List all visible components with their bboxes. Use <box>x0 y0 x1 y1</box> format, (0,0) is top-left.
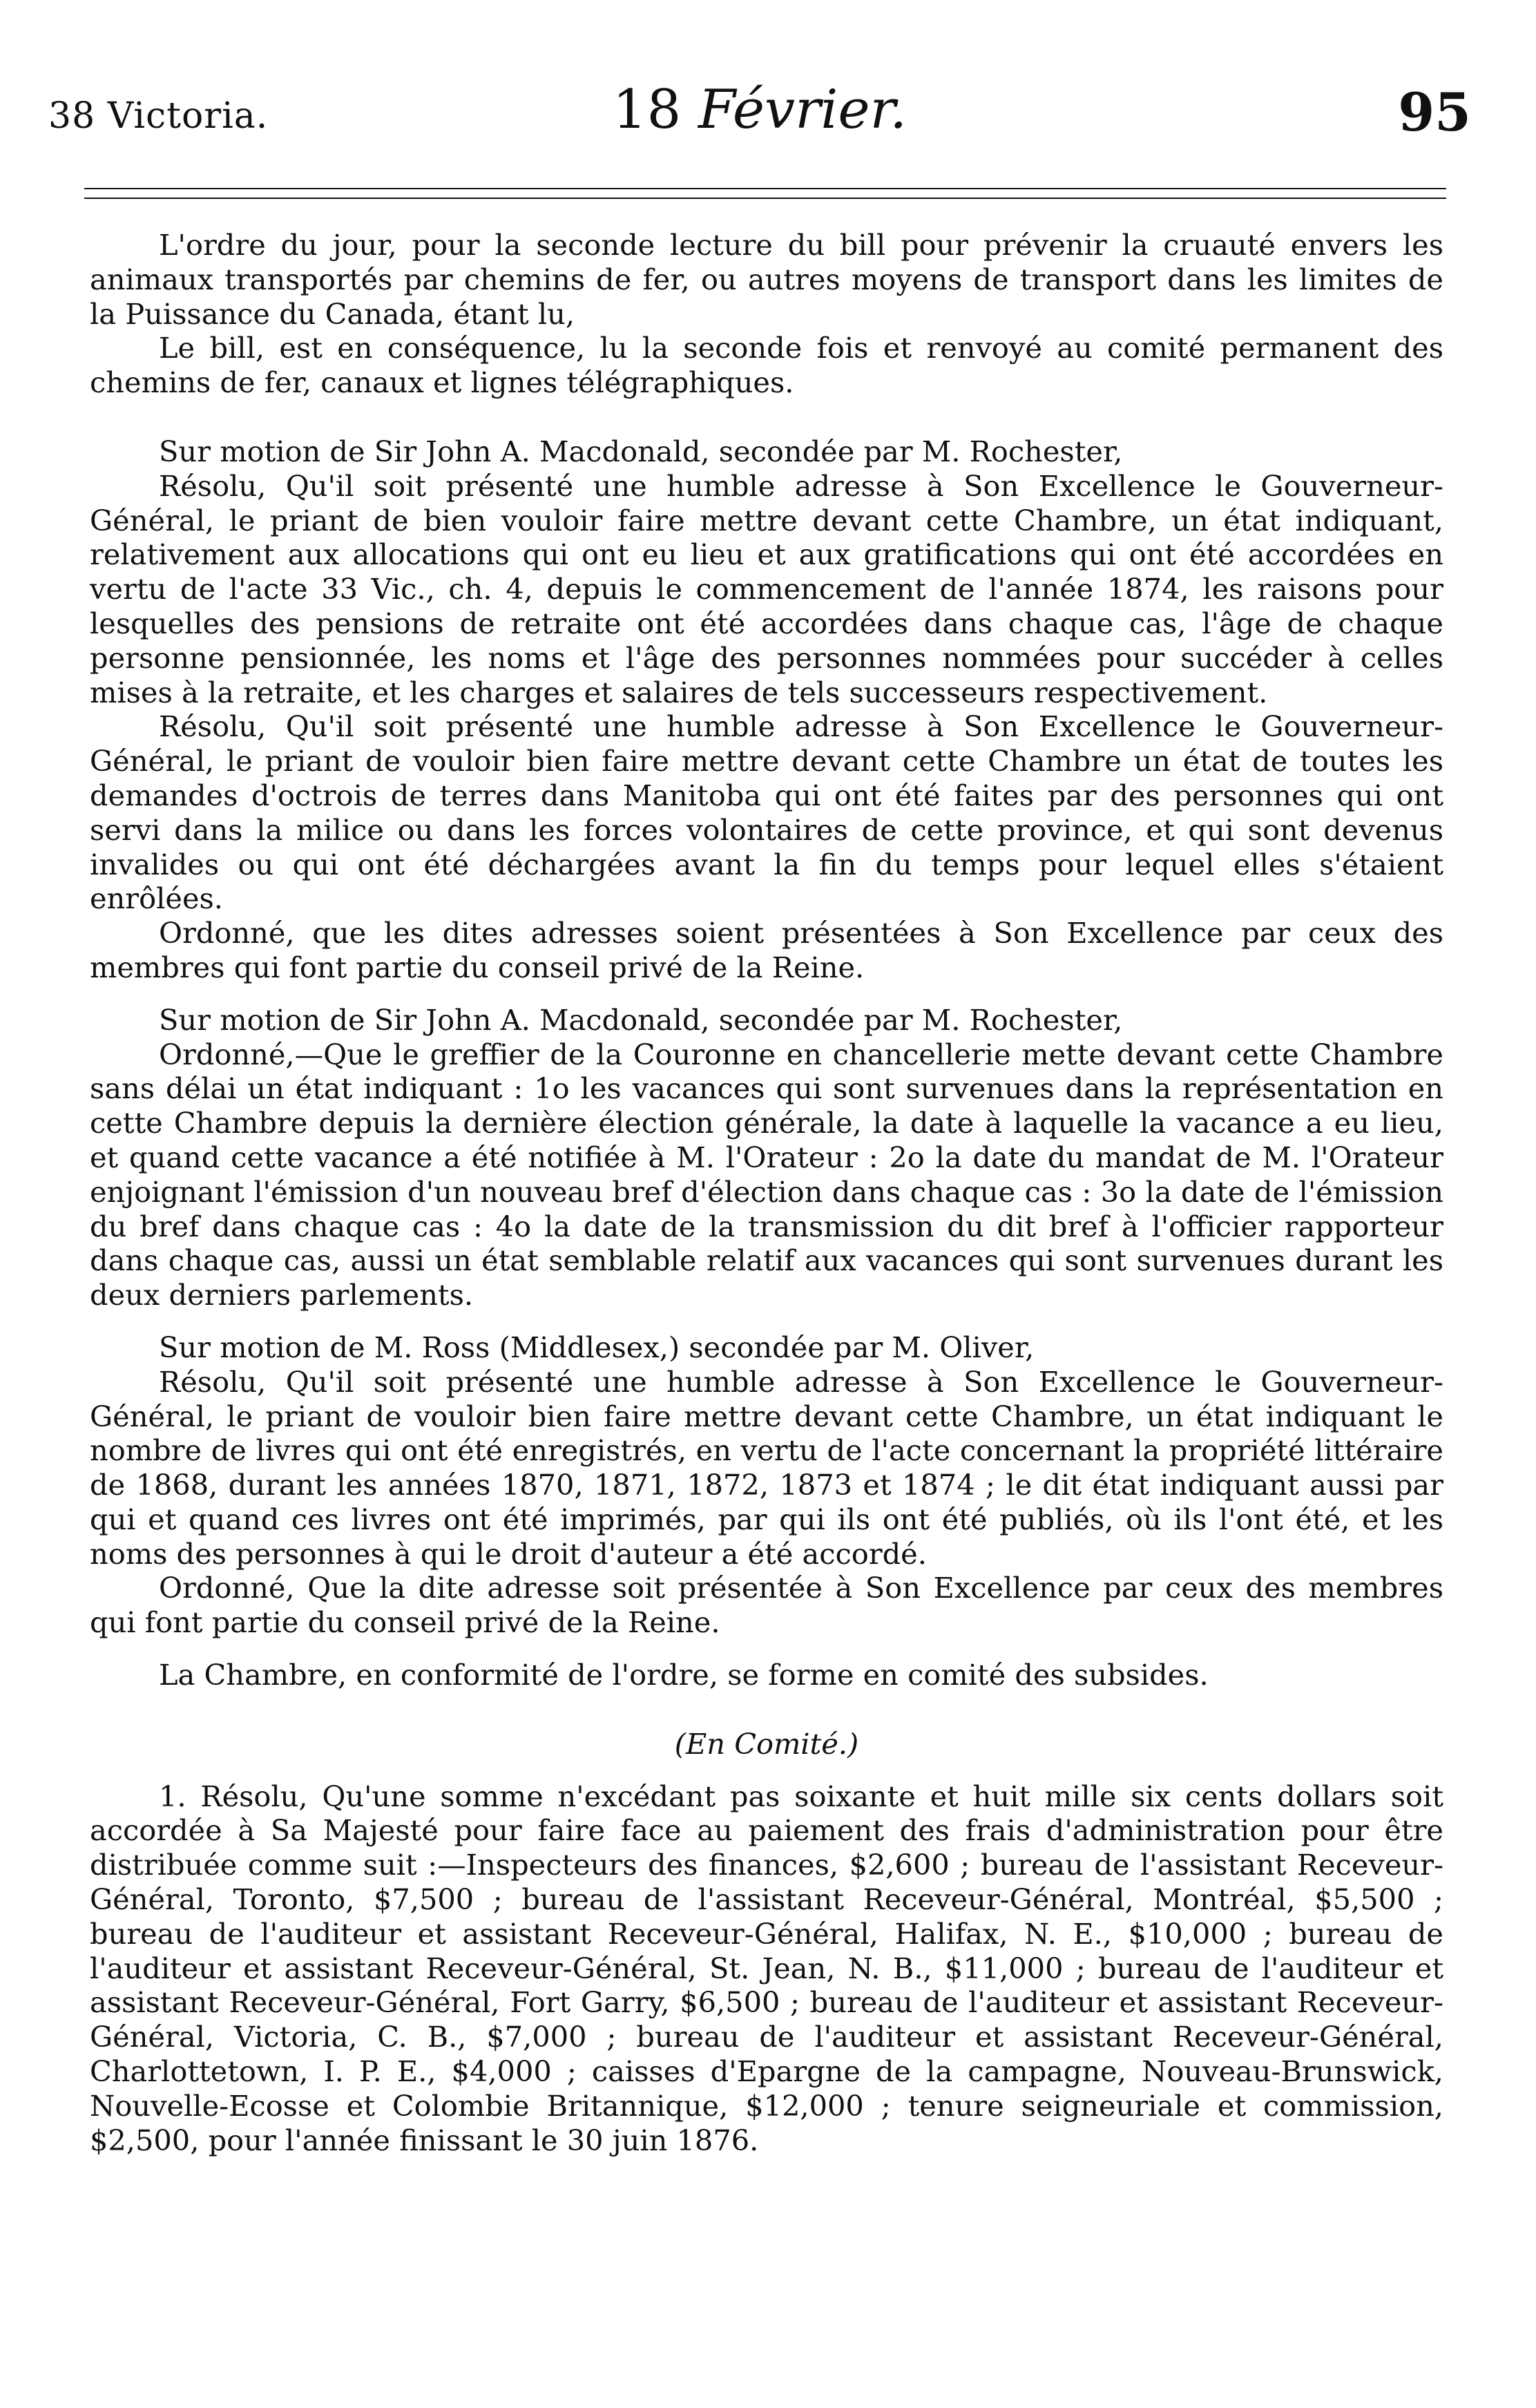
page-header <box>48 79 1471 157</box>
date-day: 18 <box>612 79 682 141</box>
date-month: Février. <box>698 79 908 141</box>
paragraph-bill-reading: L'ordre du jour, pour la seconde lecture du bill pour prévenir la cruauté envers les animaux transportés par chemins de fer, ou autres moyens de transport dans les limites de la Puissance du Canada, étant lu, <box>90 228 1443 331</box>
header-rule-top <box>84 188 1446 189</box>
running-head-date <box>48 79 1471 141</box>
page-body <box>90 228 1443 2157</box>
paragraph-committee-of-supply: La Chambre, en conformité de l'ordre, se forme en comité des subsides. <box>159 1658 1209 1692</box>
paragraph-resolution-books: Résolu, Qu'il soit présenté une humble adresse à Son Excellence le Gouverneur-Général, le priant de vouloir bien faire mettre devant cette Chambre, un état indiquant le nombre de livres qui ont été enregistrés, en vertu de l'acte concernant la propriété littéraire de 1868, durant les années 1870, 1871, 1872, 1873 et 1874 ; le dit état indiquant aussi par qui et quand ces livres ont été imprimés, par qui ils ont été publiés, où ils l'ont été, et les noms des personnes à qui le droit d'auteur a été accordé. <box>90 1364 1443 1571</box>
paragraph-order-address: Ordonné, Que la dite adresse soit présentée à Son Excellence par ceux des membres qui font partie du conseil privé de la Reine. <box>90 1571 1443 1640</box>
paragraph-motion-ross: Sur motion de M. Ross (Middlesex,) secondée par M. Oliver, <box>159 1330 1035 1364</box>
paragraph-bill-referred: Le bill, est en conséquence, lu la seconde fois et renvoyé au comité permanent des chemins de fer, canaux et lignes télégraphiques. <box>90 331 1443 400</box>
running-head-left: 38 Victoria. <box>48 95 269 137</box>
paragraph-resolution-manitoba: Résolu, Qu'il soit présenté une humble adresse à Son Excellence le Gouverneur-Général, le priant de vouloir bien faire mettre devant cette Chambre un état de toutes les demandes d'octrois de terres dans Manitoba qui ont été faites par des personnes qui ont servi dans la milice ou dans les forces volontaires de cette province, et qui sont devenus invalides ou qui ont été déchargées avant la fin du temps pour lequel elles s'étaient enrôlées. <box>90 709 1443 916</box>
paragraph-motion-macdonald-2: Sur motion de Sir John A. Macdonald, secondée par M. Rochester, <box>159 1002 1123 1037</box>
paragraph-order-addresses: Ordonné, que les dites adresses soient présentées à Son Excellence par ceux des membres qui font partie du conseil privé de la Reine. <box>90 916 1443 984</box>
page-number: 95 <box>1398 82 1471 143</box>
paragraph-resolution-1: 1. Résolu, Qu'une somme n'excédant pas soixante et huit mille six cents dollars soit accordée à Sa Majesté pour faire face au paiement des frais d'administration pour être distribuée comme suit :—Inspecteurs des finances, $2,600 ; bureau de l'assistant Receveur-Général, Toronto, $7,500 ; bureau de l'assistant Receveur-Général, Montréal, $5,500 ; bureau de l'auditeur et assistant Receveur-Général, Halifax, N. E., $10,000 ; bureau de l'auditeur et assistant Receveur-Général, St. Jean, N. B., $11,000 ; bureau de l'auditeur et assistant Receveur-Général, Fort Garry, $6,500 ; bureau de l'auditeur et assistant Receveur-Général, Victoria, C. B., $7,000 ; bureau de l'auditeur et assistant Receveur-Général, Charlottetown, I. P. E., $4,000 ; caisses d'Epargne de la campagne, Nouveau-Brunswick, Nouvelle-Ecosse et Colombie Britannique, $12,000 ; tenure seigneuriale et commission, $2,500, pour l'année finissant le 30 juin 1876. <box>90 1779 1443 2157</box>
paragraph-motion-macdonald-1: Sur motion de Sir John A. Macdonald, secondée par M. Rochester, <box>159 434 1123 468</box>
paragraph-resolution-pensions: Résolu, Qu'il soit présenté une humble adresse à Son Excellence le Gouverneur-Général, le priant de bien vouloir faire mettre devant cette Chambre, un état indiquant, relativement aux allocations qui ont eu lieu et aux gratifications qui ont été accordées en vertu de l'acte 33 Vic., ch. 4, depuis le commencement de l'année 1874, les raisons pour lesquelles des pensions de retraite ont été accordées dans chaque cas, l'âge de chaque personne pensionnée, les noms et l'âge des personnes nommées pour succéder à celles mises à la retraite, et les charges et salaires de tels successeurs respectivement. <box>90 468 1443 709</box>
header-rule-bottom <box>84 198 1446 199</box>
section-heading-en-comite: (En Comité.) <box>674 1726 859 1761</box>
paragraph-order-vacancies: Ordonné,—Que le greffier de la Couronne en chancellerie mette devant cette Chambre sans délai un état indiquant : 1o les vacances qui sont survenues dans la représentation en cette Chambre depuis la dernière élection générale, la date à laquelle la vacance a eu lieu, et quand cette vacance a été notifiée à M. l'Orateur : 2o la date du mandat de M. l'Orateur enjoignant l'émission d'un nouveau bref d'élection dans chaque cas : 3o la date de l'émission du bref dans chaque cas : 4o la date de la transmission du dit bref à l'officier rapporteur dans chaque cas, aussi un état semblable relatif aux vacances qui sont survenues durant les deux derniers parlements. <box>90 1037 1443 1312</box>
